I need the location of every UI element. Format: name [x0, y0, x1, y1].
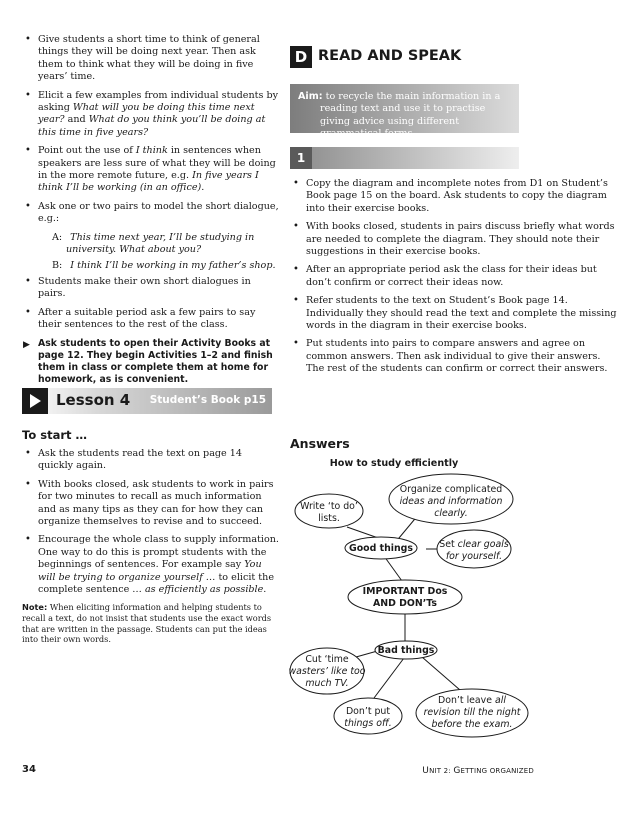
bullet-item — [290, 338, 620, 375]
bullet-dot-icon: • — [25, 89, 31, 101]
footer-unit-rest: NIT 2: — [429, 767, 454, 775]
aim-text-rest: reading text and use it to practise giving advice using different grammatical forms. — [320, 103, 486, 140]
write-todo-line1: Write ‘to do’ — [300, 501, 358, 512]
bullet-text: and — [64, 114, 89, 126]
aim-label: Aim: — [298, 91, 323, 102]
mind-map-diagram — [284, 452, 534, 742]
intro-bullets — [22, 34, 280, 226]
dialogue-speaker: B: — [52, 259, 63, 271]
bullet-text: After an appropriate period ask the class for their ideas but don’t confirm or correct their ideas now. — [306, 264, 597, 288]
teacher-note — [22, 602, 280, 644]
italic-text: In five years I think I’ll be working (in an office). — [38, 170, 259, 194]
to-start-section — [22, 428, 280, 645]
note-text: When eliciting information and helping students to recall a text, do not insist that students use the exact words that are written in the passage. Students can put the ideas into their own words. — [22, 602, 272, 645]
write-todo-line2: lists. — [318, 513, 340, 524]
bullet-text: Copy the diagram and incomplete notes from D1 on Student’s Book page 15 on the board. Ask students to copy the diagram into their exercise books. — [306, 178, 608, 214]
lesson-header-bar — [22, 388, 272, 414]
bullet-text: Students make their own short dialogues in pairs. — [38, 275, 251, 300]
bullet-dot-icon: • — [293, 295, 299, 307]
aim-text-first: to recycle the main information in a — [322, 91, 501, 102]
italic-text: I think — [135, 145, 168, 157]
page-number: 34 — [22, 764, 36, 775]
right-instructions — [290, 178, 620, 382]
bullet-item — [290, 264, 620, 289]
bullet-text: Give students a short time to think of general things they will be doing next year. Then ask them to think what they will be doing in five years’ time. — [38, 34, 260, 83]
connector-line — [384, 556, 402, 581]
bullet-item — [22, 276, 280, 301]
bullet-dot-icon: • — [25, 34, 31, 45]
section-title: READ AND SPEAK — [318, 48, 462, 64]
cut-plain: like too — [327, 666, 366, 677]
diagram-title: How to study efficiently — [329, 458, 459, 469]
bullet-text: Refer students to the text on Student’s Book page 14. Individually they should read the text and complete the missing words in the diagram in their exercise books. — [306, 295, 617, 332]
to-start-bullets — [22, 448, 280, 596]
important-line1: IMPORTANT Dos — [362, 586, 448, 597]
lesson-title: Lesson 4 — [56, 391, 131, 409]
arrow-right-icon: ▶ — [23, 339, 30, 350]
bad-things-label: Bad things — [377, 645, 435, 656]
bullet-item — [22, 307, 280, 332]
bullet-dot-icon: • — [25, 200, 31, 212]
bullet-text: to elicit the complete sentence … — [38, 571, 275, 596]
activity-number: 1 — [290, 147, 312, 169]
bullet-item — [290, 295, 620, 332]
cut-line3: much TV. — [305, 678, 349, 689]
good-things-label: Good things — [349, 543, 413, 554]
bullet-dot-icon: • — [293, 178, 299, 189]
bullet-item — [22, 90, 280, 140]
dialogue-speaker: A: — [52, 231, 63, 243]
left-column — [22, 34, 280, 386]
cut-italic: wasters’ — [288, 666, 328, 677]
bullet-text: Ask one or two pairs to model the short dialogue, e.g.: — [38, 200, 279, 225]
bullet-dot-icon: • — [25, 306, 31, 318]
set-goals-line1 — [439, 539, 509, 550]
organize-line2: ideas and information — [399, 496, 503, 507]
organize-line3: clearly. — [434, 508, 468, 519]
read-speak-bullets — [290, 178, 620, 376]
play-icon — [22, 388, 48, 414]
cut-line2 — [289, 666, 366, 677]
italic-text: as efficiently as possible. — [144, 584, 267, 596]
bullet-dot-icon: • — [293, 338, 299, 350]
dialogue-line — [52, 260, 280, 272]
footer-title-rest: ETTING ORGANIZED — [460, 767, 534, 775]
bullet-item — [22, 34, 280, 84]
bullet-item — [22, 448, 280, 473]
italic-text: What will you be doing this time next year? — [38, 102, 255, 126]
bullet-dot-icon: • — [25, 478, 31, 490]
dialogue-text: I think I’ll be working in my father’s shop. — [70, 259, 276, 271]
activity-number-bar — [290, 147, 519, 169]
bullet-text: Put students into pairs to compare answers and agree on common answers. Then ask individual to give their answers. The rest of the students can confirm or correct their answers. — [306, 338, 608, 375]
aim-box — [290, 84, 519, 140]
italic-text: What do you think you’ll be doing at this time in five years? — [38, 114, 266, 138]
dialogue-bullets — [22, 276, 280, 332]
section-letter-badge: D — [290, 46, 312, 68]
bullet-item — [22, 534, 280, 596]
bullet-item — [290, 221, 620, 258]
students-book-ref: Student’s Book p15 — [149, 394, 266, 406]
set-goals-plain: Set — [439, 539, 458, 550]
leave-italic: all — [494, 695, 506, 706]
set-goals-line2: for yourself. — [445, 551, 503, 562]
answers-heading: Answers — [290, 436, 350, 451]
bullet-text: After a suitable period ask a few pairs to say their sentences to the rest of the class. — [38, 306, 256, 331]
bullet-item — [290, 178, 620, 215]
bullet-text: Encourage the whole class to supply information. One way to do this is prompt students with the beginnings of sentences. For example say — [38, 534, 279, 571]
bullet-dot-icon: • — [25, 275, 31, 287]
organize-line1: Organize complicated — [399, 484, 503, 495]
bullet-text: in sentences when speakers are less sure of what they will be doing in the more remote future, e.g. — [38, 145, 276, 182]
bullet-dot-icon: • — [25, 534, 31, 546]
connector-line — [374, 658, 404, 698]
bullet-text: Elicit a few examples from individual students by asking — [38, 89, 279, 114]
leave-line3: before the exam. — [431, 719, 513, 730]
bullet-item — [22, 479, 280, 529]
bullet-text: With books closed, students in pairs discuss briefly what words are needed to complete the diagram. They should note their suggestions in their exercise books. — [306, 221, 615, 258]
bullet-dot-icon: • — [293, 264, 299, 276]
footer-title-initial: G — [453, 766, 461, 776]
put-off-line1: Don’t put — [345, 706, 391, 717]
leave-plain: Don’t leave — [438, 695, 495, 706]
model-dialogue — [52, 232, 280, 272]
dialogue-line — [52, 232, 280, 257]
put-off-line2: things off. — [344, 718, 392, 729]
important-line2: AND DON’Ts — [372, 598, 438, 609]
cut-line1: Cut ‘time — [305, 654, 349, 665]
bullet-item — [22, 145, 280, 195]
connector-line — [422, 657, 460, 690]
bullet-text: Point out the use of — [38, 145, 136, 157]
bullet-item — [22, 201, 280, 226]
bullet-text: With books closed, ask students to work in pairs for two minutes to recall as much information and as many tips as they can for how they can organize themselves to revise and to succeed. — [38, 478, 274, 528]
activity-book-instruction: ▶ Ask students to open their Activity Books at page 12. They begin Activities 1–2 and finish them in class or complete them at home for homework, as is convenient. — [23, 337, 273, 386]
note-label: Note: — [22, 602, 48, 613]
bullet-dot-icon: • — [25, 448, 31, 459]
footer-unit-initial: U — [422, 766, 430, 776]
bullet-text: Ask the students read the text on page 14 quickly again. — [38, 448, 242, 472]
leave-line1 — [438, 695, 506, 706]
running-footer — [422, 766, 534, 776]
dialogue-text: This time next year, I’ll be studying in university. What about you? — [66, 231, 255, 256]
italic-text: You will be trying to organize yourself … — [38, 559, 262, 583]
leave-line2: revision till the night — [423, 707, 521, 718]
to-start-heading: To start … — [22, 428, 87, 442]
bullet-dot-icon: • — [25, 145, 31, 157]
bullet-dot-icon: • — [293, 221, 299, 233]
set-goals-italic: clear goals — [457, 539, 509, 550]
